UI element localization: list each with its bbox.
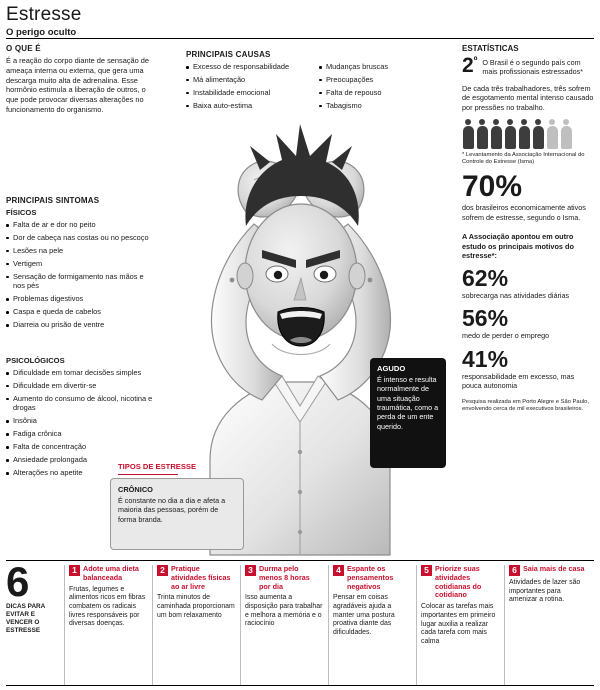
type-acute-title: AGUDO (377, 364, 406, 373)
tip-body: Isso aumenta a disposição para trabalhar e melhora a memória e o raciocínio (245, 594, 323, 628)
list-item: Caspa e queda de cabelos (6, 307, 156, 316)
workers-text: De cada três trabalhadores, três sofrem de esgotamento mental intenso causado por pressões no trabalho. (462, 83, 594, 113)
list-item: Sensação de formigamento nas mãos e nos pés (6, 272, 156, 291)
person-icon (490, 119, 503, 149)
tip-body: Atividades de lazer são importantes para amenizar a rotina. (509, 579, 581, 604)
person-icon (560, 119, 573, 149)
tips-count-box (6, 558, 64, 685)
what-is-section (6, 44, 154, 115)
tip-title: Pratique atividades físicas ao ar livre (171, 564, 231, 591)
types-leader-line (118, 474, 178, 475)
list-item: Má alimentação (186, 75, 305, 84)
list-item: Aumento do consumo de álcool, nicotina e drogas (6, 394, 156, 413)
tip-number: 5 (421, 565, 432, 576)
person-icon (532, 119, 545, 149)
what-is-text: É a reação do corpo diante de sensação de ameaça interna ou externa, que gera uma descarga muito alta de adrenalina. Esse hormônio estimula a liberação de outros, o que pode provocar diversas alterações no funcionamento do organismo. (6, 56, 149, 114)
list-item: Dificuldade em tomar decisões simples (6, 368, 156, 377)
motive-item (462, 307, 594, 340)
header (6, 4, 594, 38)
types-label: TIPOS DE ESTRESSE (118, 462, 197, 471)
tip-number: 2 (157, 565, 168, 576)
tip-body: Trinta minutos de caminhada proporcionam um bom relaxamento (157, 594, 235, 619)
list-item: Dor de cabeça nas costas ou no pescoço (6, 233, 156, 242)
list-item: Problemas digestivos (6, 294, 156, 303)
list-item: Falta de ar e dor no peito (6, 220, 156, 229)
tip-title: Priorize suas atividades cotidianas do cotidiano (435, 564, 482, 600)
tip-title: Espante os pensamentos negativos (347, 564, 394, 591)
list-item: Falta de concentração (6, 442, 156, 451)
tip-number: 6 (509, 565, 520, 576)
motive-description: medo de perder o emprego (462, 331, 550, 341)
person-icon (504, 119, 517, 149)
page-subtitle: O perigo oculto (6, 27, 77, 38)
motive-item (462, 267, 594, 300)
rank-stat (462, 54, 594, 77)
symptoms-psych-label: PSICOLÓGICOS (6, 356, 65, 365)
pictogram-chart (462, 119, 594, 149)
list-item: Preocupações (319, 75, 438, 84)
tip-item (152, 565, 240, 685)
causes-heading: PRINCIPAIS CAUSAS (186, 50, 271, 59)
person-icon (546, 119, 559, 149)
tips-big-number: 6 (6, 558, 30, 605)
list-item: Alterações no apetite (6, 468, 156, 477)
list-item: Fadiga crônica (6, 429, 156, 438)
symptoms-physical-label: FÍSICOS (6, 208, 37, 217)
tip-item (504, 565, 592, 685)
statistics-source: Pesquisa realizada em Porto Alegre e São Paulo, envolvendo cerca de mil executivos brasileiros. (462, 398, 589, 412)
what-is-heading: O QUE É (6, 44, 41, 53)
type-acute-callout (370, 358, 446, 468)
big-percent-value: 70% (462, 170, 523, 204)
list-item: Instabilidade emocional (186, 88, 305, 97)
tip-title: Saia mais de casa (523, 564, 585, 573)
statistics-heading: ESTATÍSTICAS (462, 44, 519, 53)
statistics-footnote: * Levantamento da Associação Internacional do Controle do Estresse (Isma) (462, 151, 585, 166)
list-item: Dificuldade em divertir-se (6, 381, 156, 390)
rank-superscript: º (473, 56, 478, 67)
motives-heading: A Associação apontou em outro estudo os principais motivos do estresse*: (462, 232, 574, 261)
list-item: Excesso de responsabilidade (186, 62, 305, 71)
rank-text: O Brasil é o segundo país com mais profissionais estressados* (482, 58, 584, 77)
list-item: Tabagismo (319, 101, 438, 110)
big-percent-description: dos brasileiros economicamente ativos sofrem de estresse, segundo o Isma. (462, 203, 586, 222)
tip-item (328, 565, 416, 685)
tip-number: 4 (333, 565, 344, 576)
tip-number: 1 (69, 565, 80, 576)
motive-value: 41% (462, 345, 509, 372)
list-item: Vertigem (6, 259, 156, 268)
motive-description: sobrecarga nas atividades diárias (462, 291, 570, 301)
list-item: Insônia (6, 416, 156, 425)
symptoms-section (6, 196, 156, 333)
symptoms-physical-list (6, 220, 156, 330)
person-icon (476, 119, 489, 149)
rank-value: $2^º$ (462, 54, 478, 77)
list-item: Ansiedade prolongada (6, 455, 156, 464)
tip-number: 3 (245, 565, 256, 576)
tips-strip (6, 560, 594, 686)
motive-value: 56% (462, 305, 509, 332)
tip-body: Frutas, legumes e alimentos ricos em fibras combatem os radicais livres responsáveis por diversas doenças. (69, 585, 146, 628)
statistics-section (462, 44, 594, 413)
type-acute-text: É intenso e resulta normalmente de uma situação traumática, como a perda de um ente querido. (377, 375, 439, 431)
tips-caption: DICAS PARA EVITAR E VENCER O ESTRESSE (6, 602, 46, 634)
tip-item (416, 565, 504, 685)
motive-description: responsabilidade em excesso, mas pouca autonomia (462, 371, 575, 391)
motive-value: 62% (462, 265, 509, 292)
list-item: Falta de repouso (319, 88, 438, 97)
tip-body: Colocar as tarefas mais importantes em primeiro lugar auxilia a realizar cada tarefa com mais calma (421, 603, 496, 645)
list-item: Mudanças bruscas (319, 62, 438, 71)
tip-item (64, 565, 152, 685)
type-chronic-text: É constante no dia a dia e afeta a maioria das pessoas, porém de forma branda. (118, 496, 226, 524)
tip-item (240, 565, 328, 685)
tip-body: Pensar em coisas agradáveis ajuda a manter uma postura proativa diante das dificuldades. (333, 594, 395, 637)
person-icon (462, 119, 475, 149)
type-chronic-callout (110, 478, 244, 550)
list-item: Baixa auto-estima (186, 101, 305, 110)
tip-title: Adote uma dieta balanceada (83, 564, 139, 582)
symptoms-heading: PRINCIPAIS SINTOMAS (6, 196, 100, 205)
tip-title: Durma pelo menos 8 horas por dia (259, 564, 310, 591)
page-title: Estresse (6, 4, 82, 25)
list-item: Lesões na pele (6, 246, 156, 255)
header-divider (6, 38, 594, 39)
type-chronic-title: CRÔNICO (118, 485, 153, 494)
motive-item (462, 345, 594, 391)
list-item: Diarreia ou prisão de ventre (6, 320, 156, 329)
person-icon (518, 119, 531, 149)
